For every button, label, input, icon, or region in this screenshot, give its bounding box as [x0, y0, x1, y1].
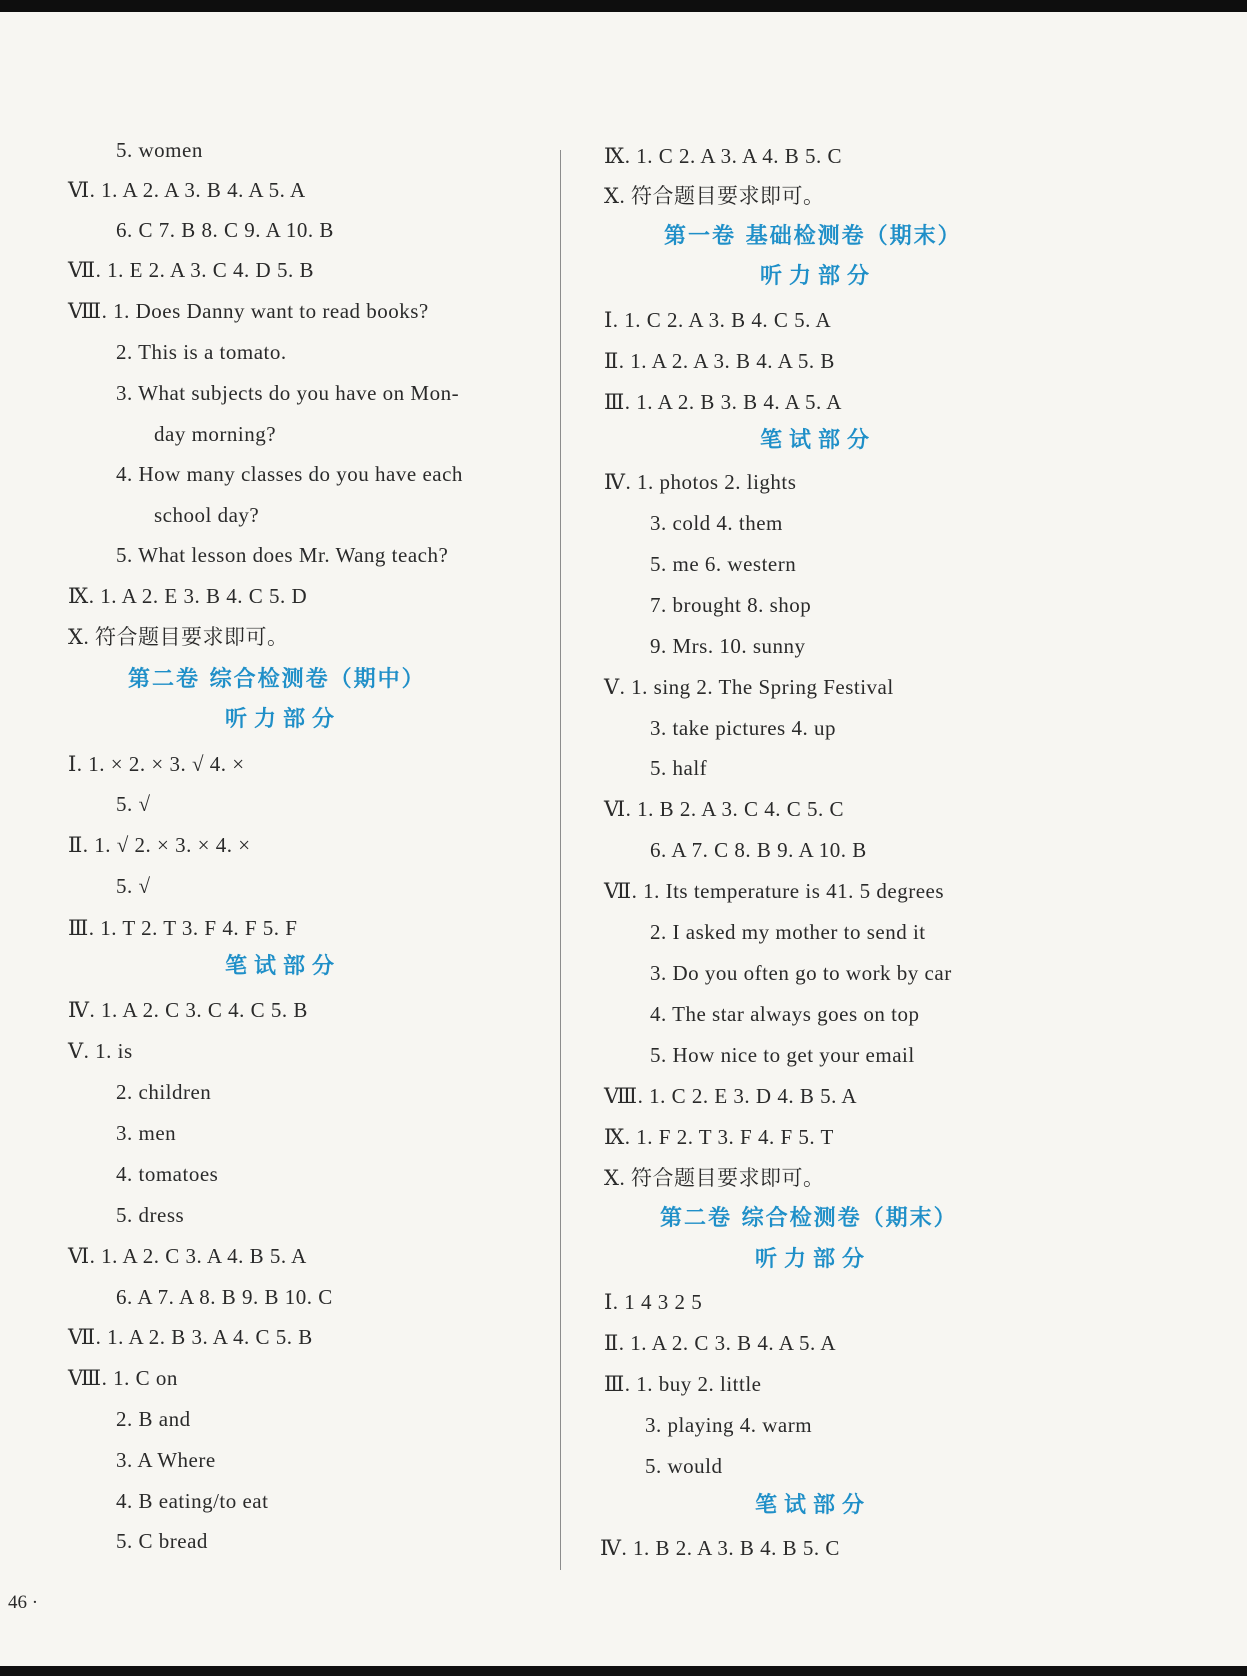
- answer-line: 5. √: [116, 874, 151, 898]
- answer-line: Ⅷ. 1. C on: [68, 1366, 178, 1390]
- answer-line: Ⅱ. 1. A 2. C 3. B 4. A 5. A: [604, 1331, 836, 1355]
- subsection-heading: 笔试部分: [225, 954, 342, 979]
- answer-line: 3. What subjects do you have on Mon-: [116, 381, 460, 405]
- answer-line: 3. cold 4. them: [650, 511, 783, 535]
- page-number: 46 ·: [8, 1592, 39, 1613]
- answer-line: Ⅴ. 1. is: [68, 1039, 133, 1063]
- answer-line: 3. take pictures 4. up: [650, 716, 836, 740]
- section-heading: 第一卷 基础检测卷（期末）: [664, 224, 962, 249]
- answer-line: Ⅸ. 1. A 2. E 3. B 4. C 5. D: [68, 584, 308, 608]
- answer-line: Ⅲ. 1. A 2. B 3. B 4. A 5. A: [604, 390, 842, 414]
- answer-line: 5. How nice to get your email: [650, 1043, 915, 1067]
- answer-line: Ⅲ. 1. buy 2. little: [604, 1372, 762, 1396]
- answer-line: 3. men: [116, 1121, 177, 1145]
- answer-line: 6. A 7. C 8. B 9. A 10. B: [650, 838, 867, 862]
- answer-line: Ⅶ. 1. E 2. A 3. C 4. D 5. B: [68, 258, 314, 282]
- answer-line: Ⅱ. 1. A 2. A 3. B 4. A 5. B: [604, 349, 835, 373]
- answer-line: Ⅳ. 1. B 2. A 3. B 4. B 5. C: [600, 1536, 840, 1560]
- answer-line: Ⅹ. 符合题目要求即可。: [604, 184, 825, 208]
- answer-line: 2. This is a tomato.: [116, 340, 287, 364]
- answer-line: 6. C 7. B 8. C 9. A 10. B: [116, 218, 334, 242]
- answer-line: 4. How many classes do you have each: [116, 462, 463, 486]
- answer-line: 5. me 6. western: [650, 552, 797, 576]
- answer-line: 5. dress: [116, 1203, 185, 1227]
- answer-line: Ⅷ. 1. Does Danny want to read books?: [68, 299, 429, 323]
- scan-bottom-border: [0, 1666, 1247, 1676]
- answer-line: 5. What lesson does Mr. Wang teach?: [116, 543, 449, 567]
- answer-line: 4. The star always goes on top: [650, 1002, 920, 1026]
- column-divider: [560, 150, 561, 1570]
- answer-line: 5. C bread: [116, 1529, 208, 1553]
- answer-line: Ⅰ. 1. × 2. × 3. √ 4. ×: [68, 752, 245, 776]
- answer-line: 9. Mrs. 10. sunny: [650, 634, 806, 658]
- answer-line: Ⅶ. 1. A 2. B 3. A 4. C 5. B: [68, 1325, 313, 1349]
- answer-line: Ⅴ. 1. sing 2. The Spring Festival: [604, 675, 894, 699]
- section-heading: 第二卷 综合检测卷（期中）: [128, 667, 426, 692]
- answer-line: Ⅳ. 1. photos 2. lights: [604, 470, 797, 494]
- subsection-heading: 听力部分: [225, 707, 342, 732]
- answer-line: Ⅵ. 1. B 2. A 3. C 4. C 5. C: [604, 797, 844, 821]
- answer-line: Ⅵ. 1. A 2. C 3. A 4. B 5. A: [68, 1244, 307, 1268]
- section-heading: 第二卷 综合检测卷（期末）: [660, 1206, 958, 1231]
- subsection-heading: 听力部分: [755, 1247, 872, 1272]
- answer-line: 4. B eating/to eat: [116, 1489, 269, 1513]
- answer-line: school day?: [154, 503, 260, 527]
- answer-line: Ⅶ. 1. Its temperature is 41. 5 degrees: [604, 879, 945, 903]
- answer-line: 2. B and: [116, 1407, 191, 1431]
- answer-line: 5. √: [116, 792, 151, 816]
- answer-line: Ⅰ. 1. C 2. A 3. B 4. C 5. A: [604, 308, 832, 332]
- answer-line: Ⅰ. 1 4 3 2 5: [604, 1290, 703, 1314]
- scan-top-border: [0, 0, 1247, 12]
- answer-line: Ⅹ. 符合题目要求即可。: [604, 1166, 825, 1190]
- answer-line: 4. tomatoes: [116, 1162, 219, 1186]
- answer-line: 3. playing 4. warm: [645, 1413, 813, 1437]
- answer-line: Ⅵ. 1. A 2. A 3. B 4. A 5. A: [68, 178, 306, 202]
- answer-line: 7. brought 8. shop: [650, 593, 812, 617]
- answer-line: 2. I asked my mother to send it: [650, 920, 926, 944]
- subsection-heading: 笔试部分: [755, 1493, 872, 1518]
- answer-line: 5. women: [116, 138, 203, 162]
- subsection-heading: 听力部分: [760, 264, 877, 289]
- answer-line: 6. A 7. A 8. B 9. B 10. C: [116, 1285, 333, 1309]
- answer-line: 3. Do you often go to work by car: [650, 961, 952, 985]
- answer-line: Ⅷ. 1. C 2. E 3. D 4. B 5. A: [604, 1084, 858, 1108]
- answer-line: Ⅸ. 1. F 2. T 3. F 4. F 5. T: [604, 1125, 834, 1149]
- answer-line: Ⅸ. 1. C 2. A 3. A 4. B 5. C: [604, 144, 842, 168]
- answer-line: Ⅳ. 1. A 2. C 3. C 4. C 5. B: [68, 998, 308, 1022]
- answer-line: 5. half: [650, 756, 708, 780]
- subsection-heading: 笔试部分: [760, 428, 877, 453]
- answer-line: 5. would: [645, 1454, 723, 1478]
- answer-line: Ⅲ. 1. T 2. T 3. F 4. F 5. F: [68, 916, 298, 940]
- answer-line: 3. A Where: [116, 1448, 216, 1472]
- answer-line: day morning?: [154, 422, 277, 446]
- answer-line: Ⅱ. 1. √ 2. × 3. × 4. ×: [68, 833, 251, 857]
- answer-line: Ⅹ. 符合题目要求即可。: [68, 625, 289, 649]
- answer-line: 2. children: [116, 1080, 212, 1104]
